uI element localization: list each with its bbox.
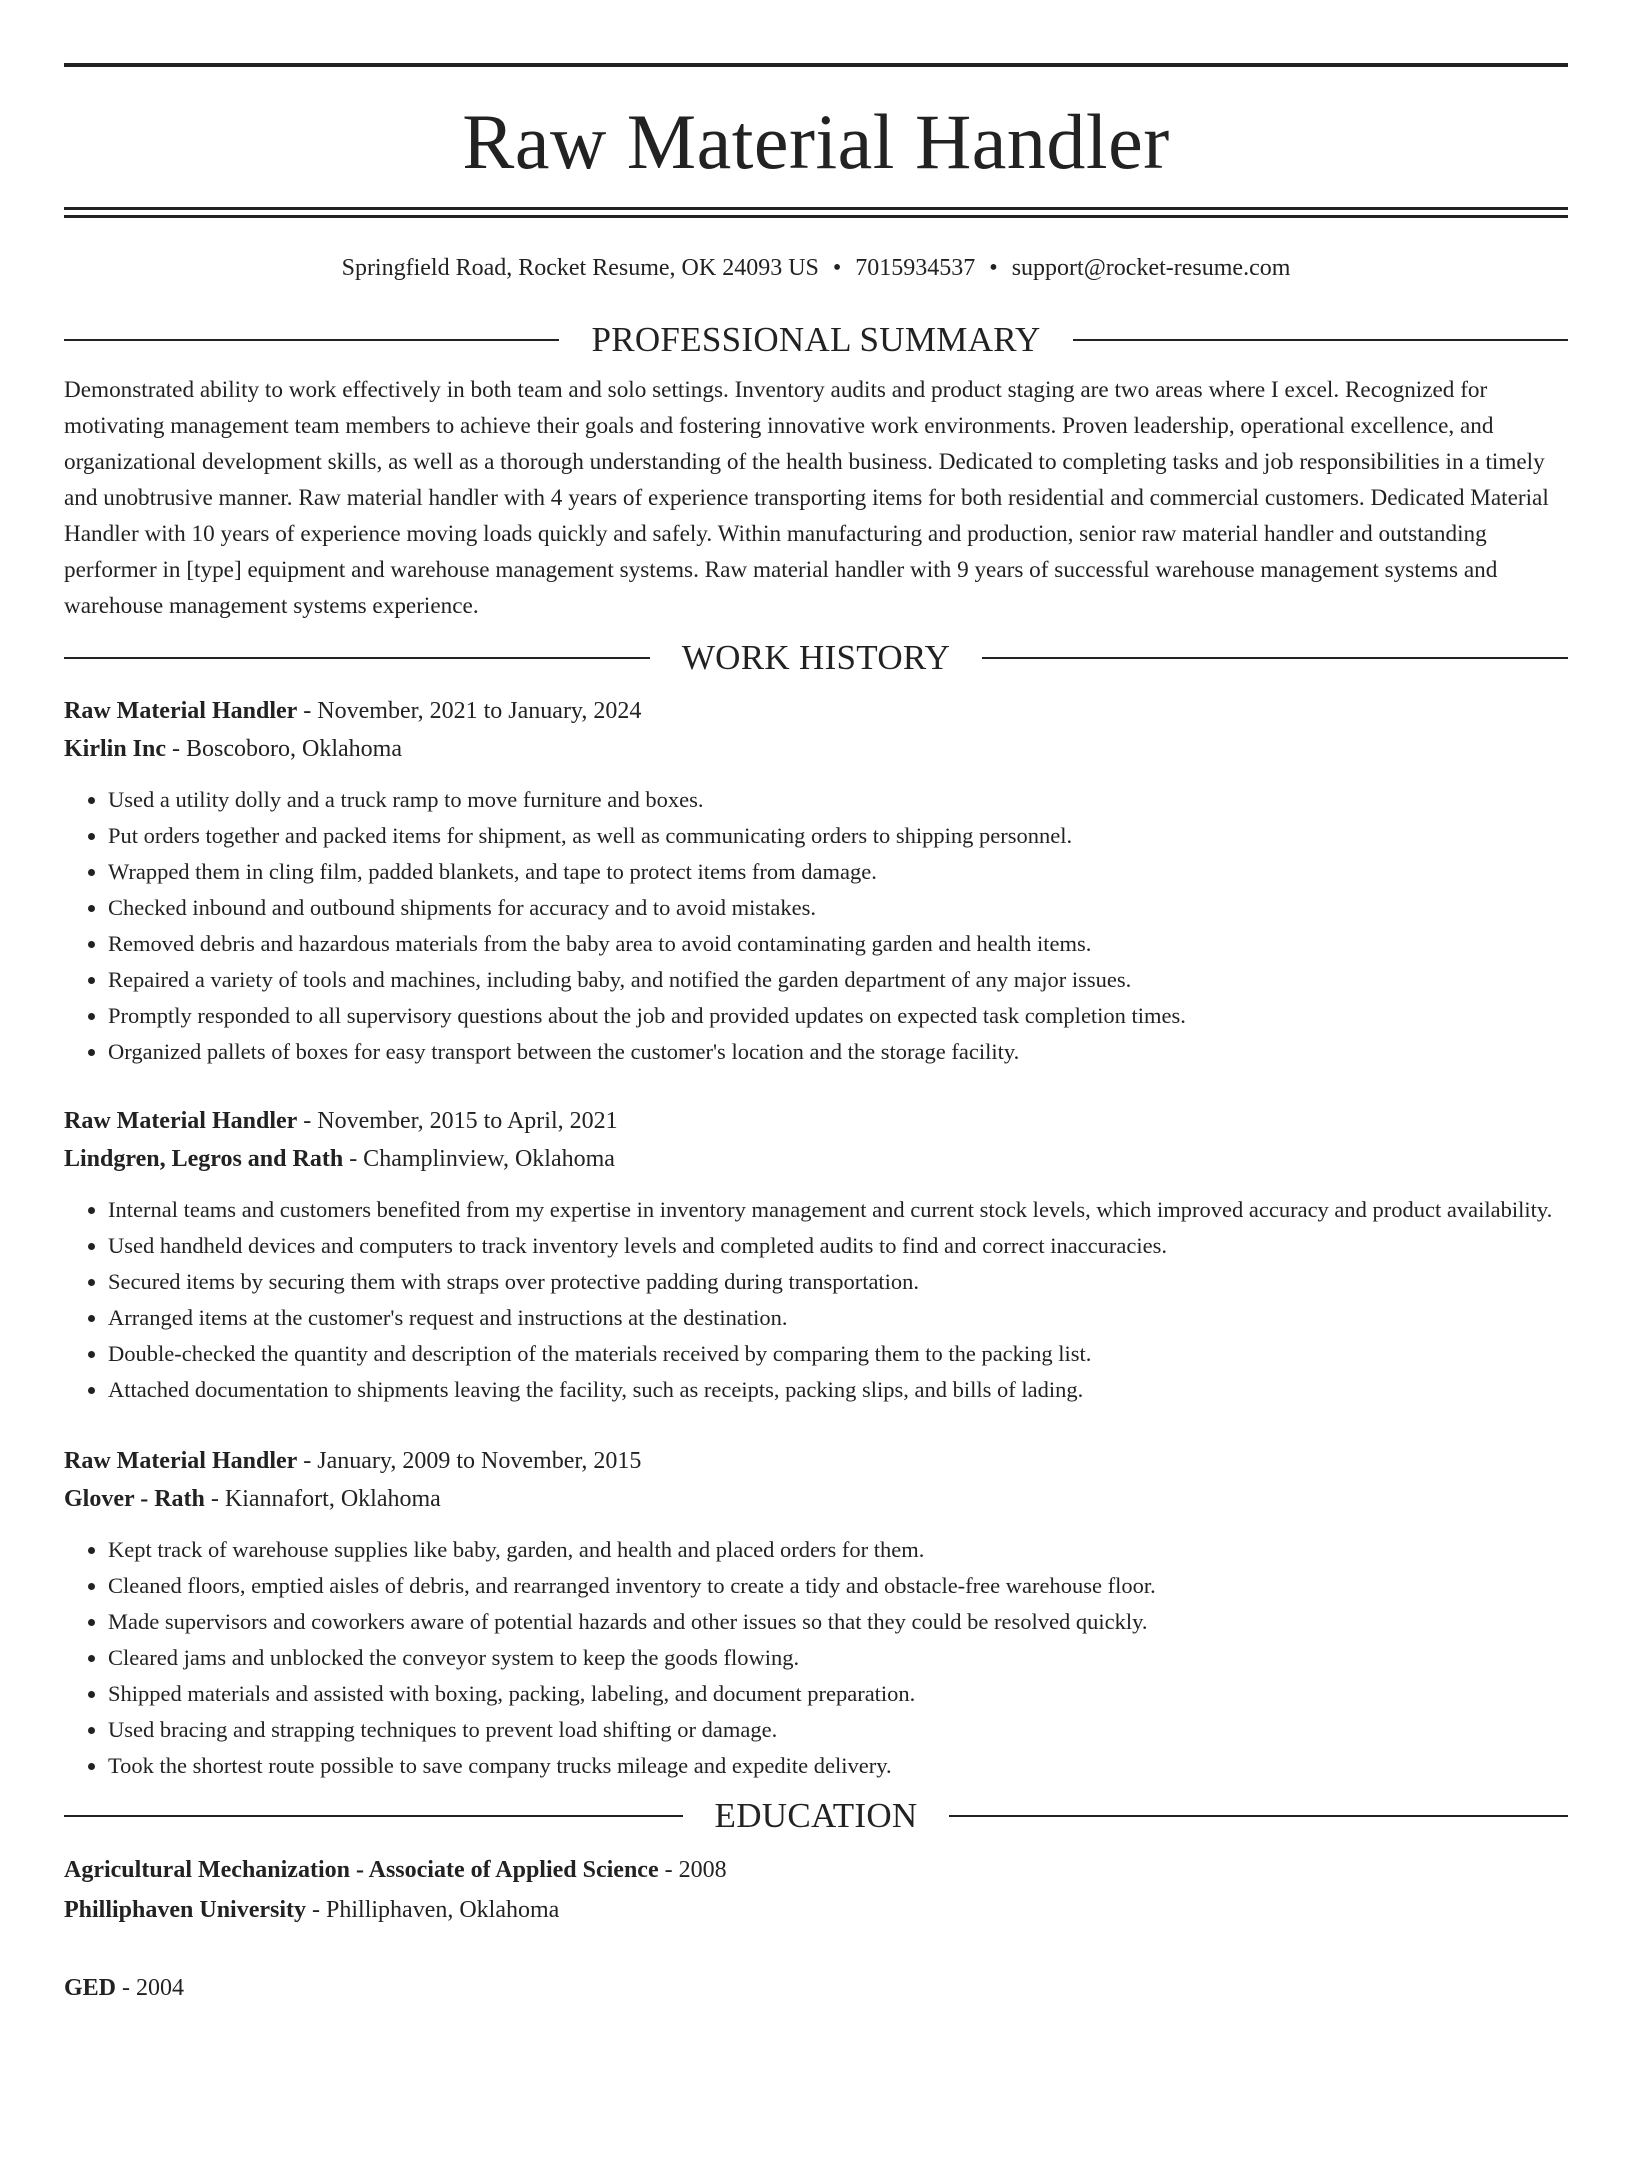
section-rule [64, 657, 650, 659]
list-item: • Made supervisors and coworkers aware of potential hazards and other issues so that they could be resolved quickly. [108, 1604, 1568, 1640]
list-item: • Repaired a variety of tools and machines, including baby, and notified the garden department of any major issues. [108, 962, 1568, 998]
job-dates: - November, 2015 to April, 2021 [297, 1108, 618, 1134]
header-double-rule [64, 207, 1568, 218]
education-location: - Philliphaven, Oklahoma [306, 1897, 560, 1923]
education-entry [64, 1850, 1568, 1930]
education-year: - 2004 [116, 1975, 185, 2001]
job-title: Raw Material Handler [64, 1108, 298, 1134]
contact-phone: 7015934537 [855, 255, 976, 281]
job-entry [64, 1102, 1568, 1408]
education-degree-line [64, 1968, 1568, 2008]
list-item: • Put orders together and packed items for shipment, as well as communicating orders to shipping personnel. [108, 818, 1568, 854]
section-rule [64, 339, 559, 341]
job-company-line [64, 1480, 1568, 1518]
job-title: Raw Material Handler [64, 1448, 298, 1474]
list-item: • Cleared jams and unblocked the conveyor system to keep the goods flowing. [108, 1640, 1568, 1676]
job-dates: - November, 2021 to January, 2024 [297, 698, 642, 724]
section-rule [1073, 339, 1568, 341]
list-item: • Double-checked the quantity and description of the materials received by comparing them to the packing list. [108, 1336, 1568, 1372]
list-item: • Arranged items at the customer's request and instructions at the destination. [108, 1300, 1568, 1336]
job-title-line [64, 692, 1568, 730]
list-item: • Removed debris and hazardous materials from the baby area to avoid contaminating garden and health items. [108, 926, 1568, 962]
list-item: • Cleaned floors, emptied aisles of debris, and rearranged inventory to create a tidy and obstacle-free warehouse floor. [108, 1568, 1568, 1604]
education-year: - 2008 [658, 1857, 727, 1883]
list-item: • Used bracing and strapping techniques to prevent load shifting or damage. [108, 1712, 1568, 1748]
section-heading-work-history [64, 636, 1568, 680]
list-item: • Took the shortest route possible to save company trucks mileage and expedite delivery. [108, 1748, 1568, 1784]
section-rule [949, 1815, 1568, 1817]
section-heading-education [64, 1794, 1568, 1838]
list-item: • Attached documentation to shipments leaving the facility, such as receipts, packing slips, and bills of lading. [108, 1372, 1568, 1408]
list-item: • Internal teams and customers benefited from my expertise in inventory management and current stock levels, which improved accuracy and product availability. [108, 1192, 1568, 1228]
list-item: • Used a utility dolly and a truck ramp to move furniture and boxes. [108, 782, 1568, 818]
section-heading-summary [64, 318, 1568, 362]
education-degree-line [64, 1850, 1568, 1890]
list-item: • Secured items by securing them with straps over protective padding during transportation. [108, 1264, 1568, 1300]
job-bullet-list [64, 782, 1568, 1070]
resume-name: Raw Material Handler [462, 98, 1170, 185]
list-item: • Organized pallets of boxes for easy transport between the customer's location and the storage facility. [108, 1034, 1568, 1070]
list-item: • Wrapped them in cling film, padded blankets, and tape to protect items from damage. [108, 854, 1568, 890]
top-rule [64, 63, 1568, 67]
job-title-line [64, 1102, 1568, 1140]
education-entry [64, 1968, 1568, 2008]
education-school: Philliphaven University [64, 1897, 307, 1923]
resume-page [0, 63, 1632, 2175]
education-school-line [64, 1890, 1568, 1930]
job-location: - Kiannafort, Oklahoma [204, 1486, 441, 1512]
job-location: - Champlinview, Oklahoma [343, 1146, 615, 1172]
job-bullet-list [64, 1192, 1568, 1408]
job-company-line [64, 1140, 1568, 1178]
job-dates: - January, 2009 to November, 2015 [297, 1448, 642, 1474]
job-company: Kirlin Inc [64, 736, 167, 762]
job-company-line [64, 730, 1568, 768]
section-rule [982, 657, 1568, 659]
job-entry [64, 692, 1568, 1070]
job-title: Raw Material Handler [64, 698, 298, 724]
job-location: - Boscoboro, Oklahoma [166, 736, 402, 762]
job-company: Lindgren, Legros and Rath [64, 1146, 344, 1172]
section-rule [64, 1815, 683, 1817]
list-item: • Used handheld devices and computers to track inventory levels and completed audits to find and correct inaccuracies. [108, 1228, 1568, 1264]
job-bullet-list [64, 1532, 1568, 1784]
contact-separator: • [832, 255, 842, 281]
section-title: PROFESSIONAL SUMMARY [591, 320, 1041, 359]
education-degree: GED [64, 1975, 117, 2001]
section-title: EDUCATION [714, 1796, 918, 1835]
section-title: WORK HISTORY [681, 638, 951, 677]
contact-email: support@rocket-resume.com [1011, 255, 1291, 281]
education-degree: Agricultural Mechanization - Associate of Applied Science [64, 1857, 659, 1883]
summary-paragraph: Demonstrated ability to work effectively in both team and solo settings. Inventory audits and product staging are two areas where I excel. Recognized for motivating management team members to achieve their goals and fostering innovative work environments. Proven leadership, operational excellence, and organizational development skills, as well as a thorough understanding of the health business. Dedicated to completing tasks and job responsibilities in a timely and unobtrusive manner. Raw material handler with 4 years of experience transporting items for both residential and commercial customers. Dedicated Material Handler with 10 years of experience moving loads quickly and safely. Within manufacturing and production, senior raw material handler and outstanding performer in [type] equipment and warehouse management systems. Raw material handler with 9 years of successful warehouse management systems and warehouse management systems experience. [64, 377, 1549, 619]
contact-line [64, 252, 1568, 284]
list-item: • Kept track of warehouse supplies like baby, garden, and health and placed orders for them. [108, 1532, 1568, 1568]
job-company: Glover - Rath [64, 1486, 205, 1512]
job-entry [64, 1442, 1568, 1784]
list-item: • Checked inbound and outbound shipments for accuracy and to avoid mistakes. [108, 890, 1568, 926]
list-item: • Promptly responded to all supervisory questions about the job and provided updates on expected task completion times. [108, 998, 1568, 1034]
contact-address: Springfield Road, Rocket Resume, OK 24093 US [341, 255, 819, 281]
contact-separator: • [989, 255, 998, 281]
job-title-line [64, 1442, 1568, 1480]
list-item: • Shipped materials and assisted with boxing, packing, labeling, and document preparation. [108, 1676, 1568, 1712]
